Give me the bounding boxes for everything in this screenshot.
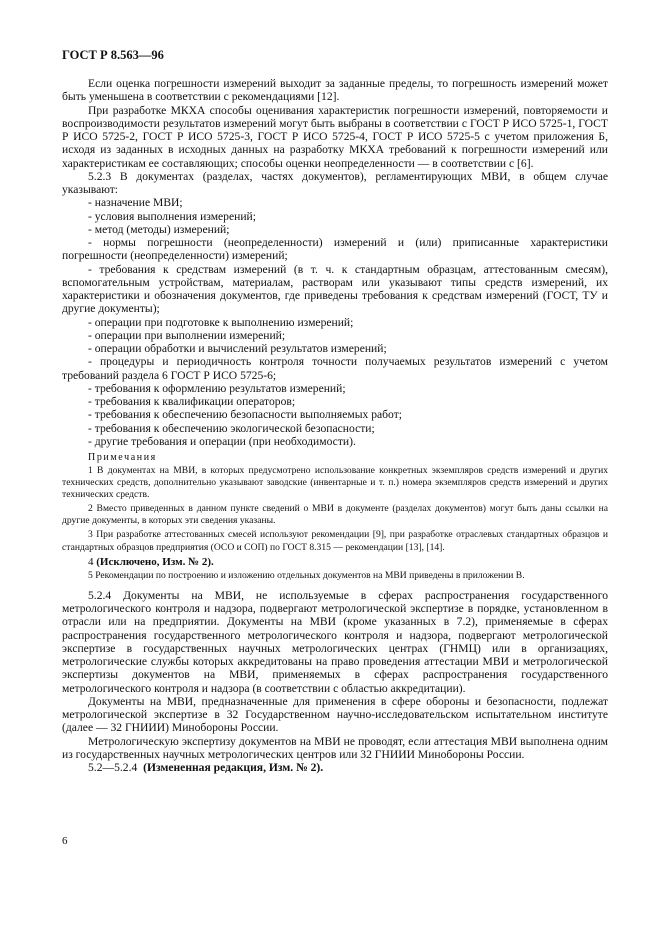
amendment-text: (Измененная редакция, Изм. № 2). (143, 761, 324, 775)
amendment-number: 5.2—5.2.4 (88, 761, 138, 775)
page-body (62, 77, 608, 774)
list-item: - требования к квалификации операторов; (88, 395, 296, 408)
list-item: - операции при выполнении измерений; (88, 328, 286, 342)
paragraph: 5.2.3 В документах (разделах, частях документов), регламентирующих МВИ, в общем случае указывают: (62, 169, 608, 196)
list-item: - назначение МВИ; (88, 196, 183, 210)
note: 1 В документах на МВИ, в которых предусмотрено использование конкретных экземпляров средств измерений и других технических средств, дополнительно указывают заводские (инвентарные и т. п.) номера экземпляров средств измерений и других технических средств. (62, 465, 608, 501)
list-item: - требования к обеспечению безопасности выполняемых работ; (88, 408, 402, 422)
list-item: - метод (методы) измерений; (88, 222, 230, 236)
paragraph: Если оценка погрешности измерений выходит за заданные пределы, то погрешность измерений может быть уменьшена в соответствии с рекомендациями [12]. (62, 77, 608, 104)
note-4 (62, 556, 608, 568)
list-item: - требования к обеспечению экологической безопасности; (88, 421, 375, 435)
paragraph: При разработке МКХА способы оценивания характеристик погрешности измерений, повторяемости и воспроизводимости результатов измерений могут быть выбраны в соответствии с ГОСТ Р ИСО 5725-1, ГОСТ Р ИСО 5725-2, ГОСТ Р ИСО 5725-3, ГОСТ Р ИСО 5725-4, ГОСТ Р ИСО 5725-5 с учетом приложения Б, исходя из заданных в исходных данных на разработку МКХА требований к погрешности измерений или характеристикам ее составляющих; способы оценки неопределенности — в соответствии с [6]. (62, 103, 608, 170)
note: 3 При разработке аттестованных смесей используют рекомендации [9], при разработке отраслевых стандартных образцов и стандартных образцов предприятия (ОСО и СОП) по ГОСТ 8.315 — рекомендации [13], [14]. (62, 529, 608, 553)
notes-title: Примечания (88, 452, 157, 463)
list-item: - требования к оформлению результатов измерений; (88, 381, 346, 395)
paragraph: Метрологическую экспертизу документов на МВИ не проводят, если аттестация МВИ выполнена одним из государственных научных метрологических центров или 32 ГНИИИ Минобороны России. (62, 734, 608, 761)
list-item: - операции при подготовке к выполнению измерений; (88, 315, 354, 329)
page-number: 6 (62, 835, 68, 847)
list-item: - другие требования и операции (при необходимости). (88, 434, 356, 448)
list-item: - нормы погрешности (неопределенности) измерений и (или) приписанные характеристики погрешности (неопределенности) измерений; (62, 236, 608, 263)
note: 5 Рекомендации по построению и изложению отдельных документов на МВИ приведены в приложении В. (88, 569, 525, 581)
list-item: - операции обработки и вычислений результатов измерений; (88, 342, 387, 355)
document-header: ГОСТ Р 8.563—96 (62, 48, 164, 62)
note: 2 Вместо приведенных в данном пункте сведений о МВИ в документе (разделах документов) могут быть даны ссылки на другие документы, в которых эти сведения указаны. (62, 503, 608, 527)
note-excluded: (Исключено, Изм. № 2). (96, 555, 214, 568)
paragraph: 5.2.4 Документы на МВИ, не используемые в сферах распространения государственного метрологического контроля и надзора, подвергают метрологической экспертизе в порядке, установленном в отрасли или на предприятии. Документы на МВИ (кроме указанных в 7.2), применяемые в сферах распространения государственного метрологического контроля и надзора, подвергают метрологической экспертизе в государственных научных метрологических центрах (ГНМЦ) или в организациях, метрологические службы которых аккредитованы на право проведения аттестации МВИ и метрологической экспертизы документов на МВИ, применяемых в сферах распространения государственного метрологического контроля и надзора (в соответствии с областью аккредитации). (62, 588, 608, 695)
list-item: - условия выполнения измерений; (88, 209, 256, 223)
list-item: - процедуры и периодичность контроля точности получаемых результатов измерений с учетом требований раздела 6 ГОСТ Р ИСО 5725-6; (62, 355, 608, 382)
paragraph: Документы на МВИ, предназначенные для применения в сфере обороны и безопасности, подлежат метрологической экспертизе в 32 Государственном научно-исследовательском испытательном институте (далее — 32 ГНИИИ) Минобороны России. (62, 694, 608, 735)
amendment-note (62, 761, 608, 774)
note-number: 4 (88, 555, 94, 568)
list-item: - требования к средствам измерений (в т. ч. к стандартным образцам, аттестованным смесям), вспомогательным устройствам, материалам, растворам или указывают типы средств измерений, их характеристики и обозначения документов, где приведены требования к средствам измерений (ГОСТ, ТУ и другие документы); (62, 262, 608, 316)
